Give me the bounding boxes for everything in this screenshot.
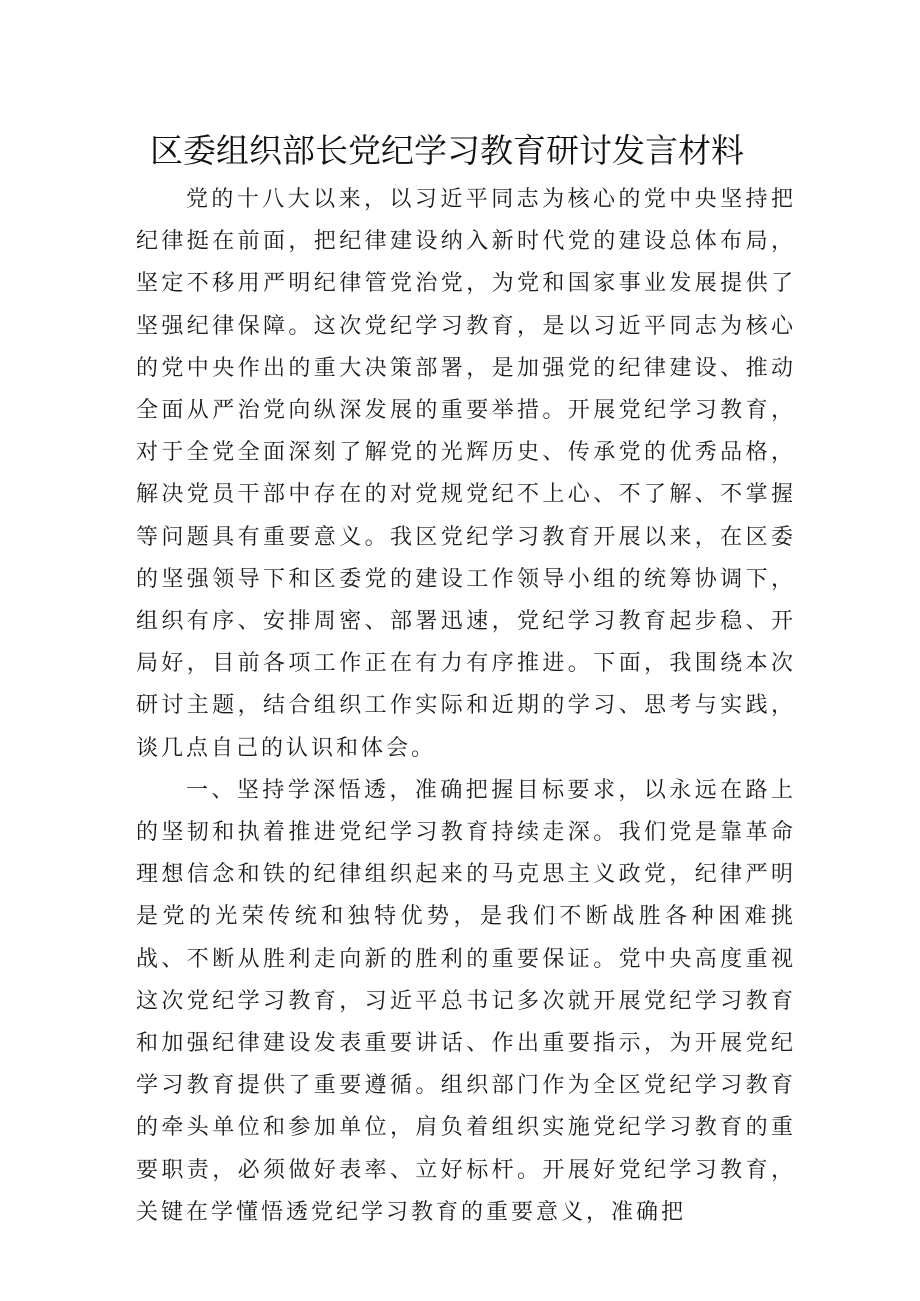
document-body <box>136 179 796 1234</box>
document-title: 区委组织部长党纪学习教育研讨发言材料 <box>150 131 744 170</box>
paragraph-section-one: 一、坚持学深悟透，准确把握目标要求，以永远在路上的坚韧和执着推进党纪学习教育持续走深。我们党是靠革命理想信念和铁的纪律组织起来的马克思主义政党，纪律严明是党的光荣传统和独特优势，是我们不断战胜各种困难挑战、不断从胜利走向新的胜利的重要保证。党中央高度重视这次党纪学习教育，习近平总书记多次就开展党纪学习教育和加强纪律建设发表重要讲话、作出重要指示，为开展党纪学习教育提供了重要遵循。组织部门作为全区党纪学习教育的牵头单位和参加单位，肩负着组织实施党纪学习教育的重要职责，必须做好表率、立好标杆。开展好党纪学习教育，关键在学懂悟透党纪学习教育的重要意义，准确把 <box>136 777 796 1225</box>
paragraph-intro: 党的十八大以来，以习近平同志为核心的党中央坚持把纪律挺在前面，把纪律建设纳入新时代党的建设总体布局，坚定不移用严明纪律管党治党，为党和国家事业发展提供了坚强纪律保障。这次党纪学习教育，是以习近平同志为核心的党中央作出的重大决策部署，是加强党的纪律建设、推动全面从严治党向纵深发展的重要举措。开展党纪学习教育，对于全党全面深刻了解党的光辉历史、传承党的优秀品格，解决党员干部中存在的对党规党纪不上心、不了解、不掌握等问题具有重要意义。我区党纪学习教育开展以来，在区委的坚强领导下和区委党的建设工作领导小组的统筹协调下，组织有序、安排周密、部署迅速，党纪学习教育起步稳、开局好，目前各项工作正在有力有序推进。下面，我围绕本次研讨主题，结合组织工作实际和近期的学习、思考与实践，谈几点自己的认识和体会。 <box>136 187 796 761</box>
